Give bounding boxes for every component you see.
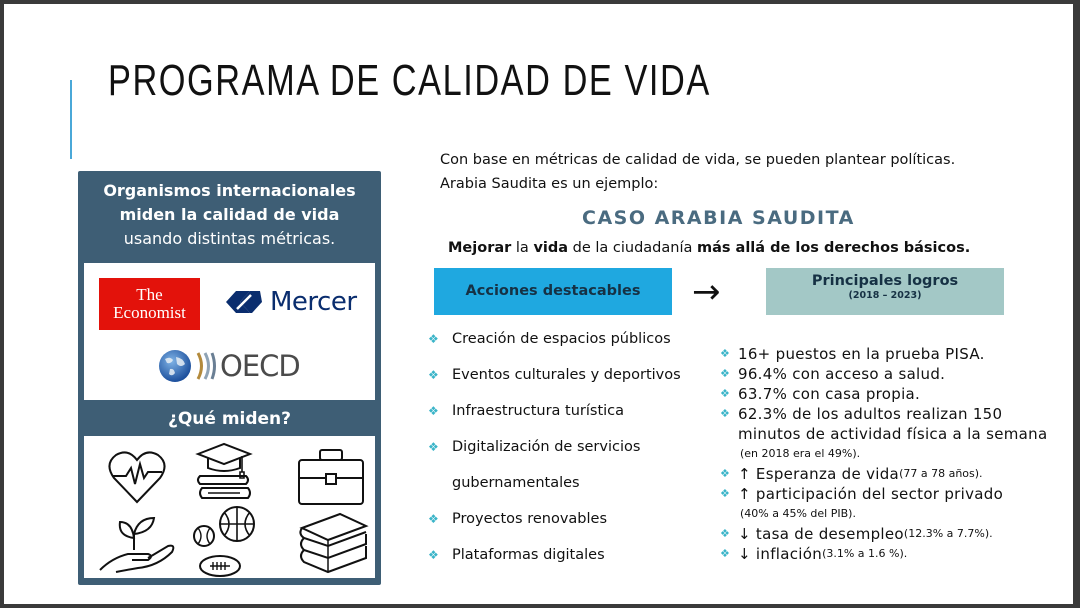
subtitle-part-5: más allá de los derechos básicos. (696, 240, 971, 256)
goal-text: ↑ Esperanza de vida (738, 465, 900, 483)
list-item (428, 435, 681, 471)
goal-text: 16+ puestos en la prueba PISA. (738, 345, 985, 363)
economist-logo (99, 278, 200, 330)
list-item (428, 399, 681, 435)
list-item (720, 484, 1047, 504)
goal-text: 62.3% de los adultos realizan 150 (738, 405, 1003, 423)
actions-header-box: Acciones destacables (434, 268, 672, 315)
graduation-books-icon (194, 442, 254, 504)
list-item-continuation (720, 424, 1047, 444)
goal-text: 96.4% con acceso a salud. (738, 365, 946, 383)
diamond-bullet-icon: ❖ (720, 467, 731, 480)
diamond-bullet-icon: ❖ (720, 387, 731, 400)
goals-header-period: (2018 – 2023) (848, 290, 922, 301)
intro-line1: Con base en métricas de calidad de vida, se pueden plantear políticas. (440, 152, 956, 168)
economist-logo-line2: Economist (113, 303, 186, 322)
panel-heading (78, 179, 381, 251)
list-item (428, 507, 681, 543)
goal-note-text: (77 a 78 años). (899, 467, 983, 480)
list-item (428, 327, 681, 363)
panel-heading-line2: miden la calidad de vida (119, 205, 340, 224)
actions-list (428, 327, 681, 579)
list-item (720, 364, 1047, 384)
subtitle-part-4: de la ciudadanía (568, 240, 697, 256)
goal-text: 63.7% con casa propia. (738, 385, 921, 403)
goal-text: ↑ participación del sector privado (738, 485, 1004, 503)
diamond-bullet-icon: ❖ (428, 368, 439, 382)
diamond-bullet-icon: ❖ (428, 512, 439, 526)
diamond-bullet-icon: ❖ (428, 548, 439, 562)
mercer-mark-icon (224, 289, 264, 315)
list-item (720, 404, 1047, 424)
list-item (720, 384, 1047, 404)
metric-icons (84, 436, 375, 578)
economist-logo-line1: The (136, 285, 163, 304)
action-text: Infraestructura turística (452, 403, 625, 419)
intro-line2: Arabia Saudita es un ejemplo: (440, 176, 659, 192)
title-accent-bar (70, 80, 72, 159)
heart-rate-icon (106, 446, 168, 508)
action-text: Digitalización de servicios (452, 439, 641, 455)
subtitle-part-2: la (511, 240, 534, 256)
diamond-bullet-icon: ❖ (428, 332, 439, 346)
goal-note (720, 444, 1047, 464)
action-text: Creación de espacios públicos (452, 331, 671, 347)
goals-header-box (766, 268, 1004, 315)
diamond-bullet-icon: ❖ (720, 547, 731, 560)
goal-note-text: (3.1% a 1.6 %). (822, 547, 908, 560)
slide (4, 4, 1073, 604)
subtitle-part-3: vida (533, 240, 569, 256)
goals-header-label: Principales logros (811, 273, 959, 289)
subtitle-part-1: Mejorar (448, 240, 512, 256)
panel-heading-line3: usando distintas métricas. (123, 229, 336, 248)
list-item (428, 363, 681, 399)
goal-text: ↓ inflación (738, 545, 823, 563)
list-item (720, 524, 1047, 544)
arrow-right-icon: → (692, 272, 721, 312)
mercer-logo (224, 287, 357, 317)
diamond-bullet-icon: ❖ (428, 404, 439, 418)
goals-list (720, 344, 1047, 564)
goal-text: ↓ tasa de desempleo (738, 525, 904, 543)
intro-text (440, 148, 955, 196)
diamond-bullet-icon: ❖ (720, 367, 731, 380)
diamond-bullet-icon: ❖ (720, 347, 731, 360)
list-item (720, 464, 1047, 484)
globe-icon (158, 349, 192, 383)
action-text: Proyectos renovables (452, 511, 607, 527)
goal-text: minutos de actividad física a la semana (738, 425, 1048, 443)
case-subtitle (448, 240, 970, 256)
books-stack-icon (298, 512, 370, 576)
list-item (720, 544, 1047, 564)
goal-note (720, 504, 1047, 524)
oecd-logo-text: OECD (220, 349, 300, 383)
metrics-panel (78, 171, 381, 585)
diamond-bullet-icon: ❖ (720, 407, 731, 420)
goal-note-text: (12.3% a 7.7%). (903, 527, 993, 540)
organization-logos (84, 263, 375, 400)
action-text: Eventos culturales y deportivos (452, 367, 681, 383)
slide-title: PROGRAMA DE CALIDAD DE VIDA (108, 56, 711, 105)
diamond-bullet-icon: ❖ (428, 440, 439, 454)
list-item-continuation (428, 471, 681, 507)
panel-subheading: ¿Qué miden? (167, 409, 292, 429)
mercer-logo-text: Mercer (270, 287, 357, 317)
action-text: gubernamentales (452, 475, 580, 491)
briefcase-icon (296, 448, 366, 506)
sports-balls-icon (190, 506, 260, 578)
goal-note-text: (40% a 45% del PIB). (740, 507, 856, 520)
plant-hand-icon (98, 514, 178, 574)
case-title: CASO ARABIA SAUDITA (582, 207, 855, 229)
panel-heading-line1: Organismos internacionales (103, 181, 356, 200)
list-item (428, 543, 681, 579)
action-text: Plataformas digitales (452, 547, 605, 563)
diamond-bullet-icon: ❖ (720, 527, 731, 540)
oecd-logo (158, 349, 300, 383)
list-item (720, 344, 1047, 364)
goal-note-text: (en 2018 era el 49%). (740, 447, 861, 460)
diamond-bullet-icon: ❖ (720, 487, 731, 500)
oecd-chevrons-icon (195, 349, 217, 383)
